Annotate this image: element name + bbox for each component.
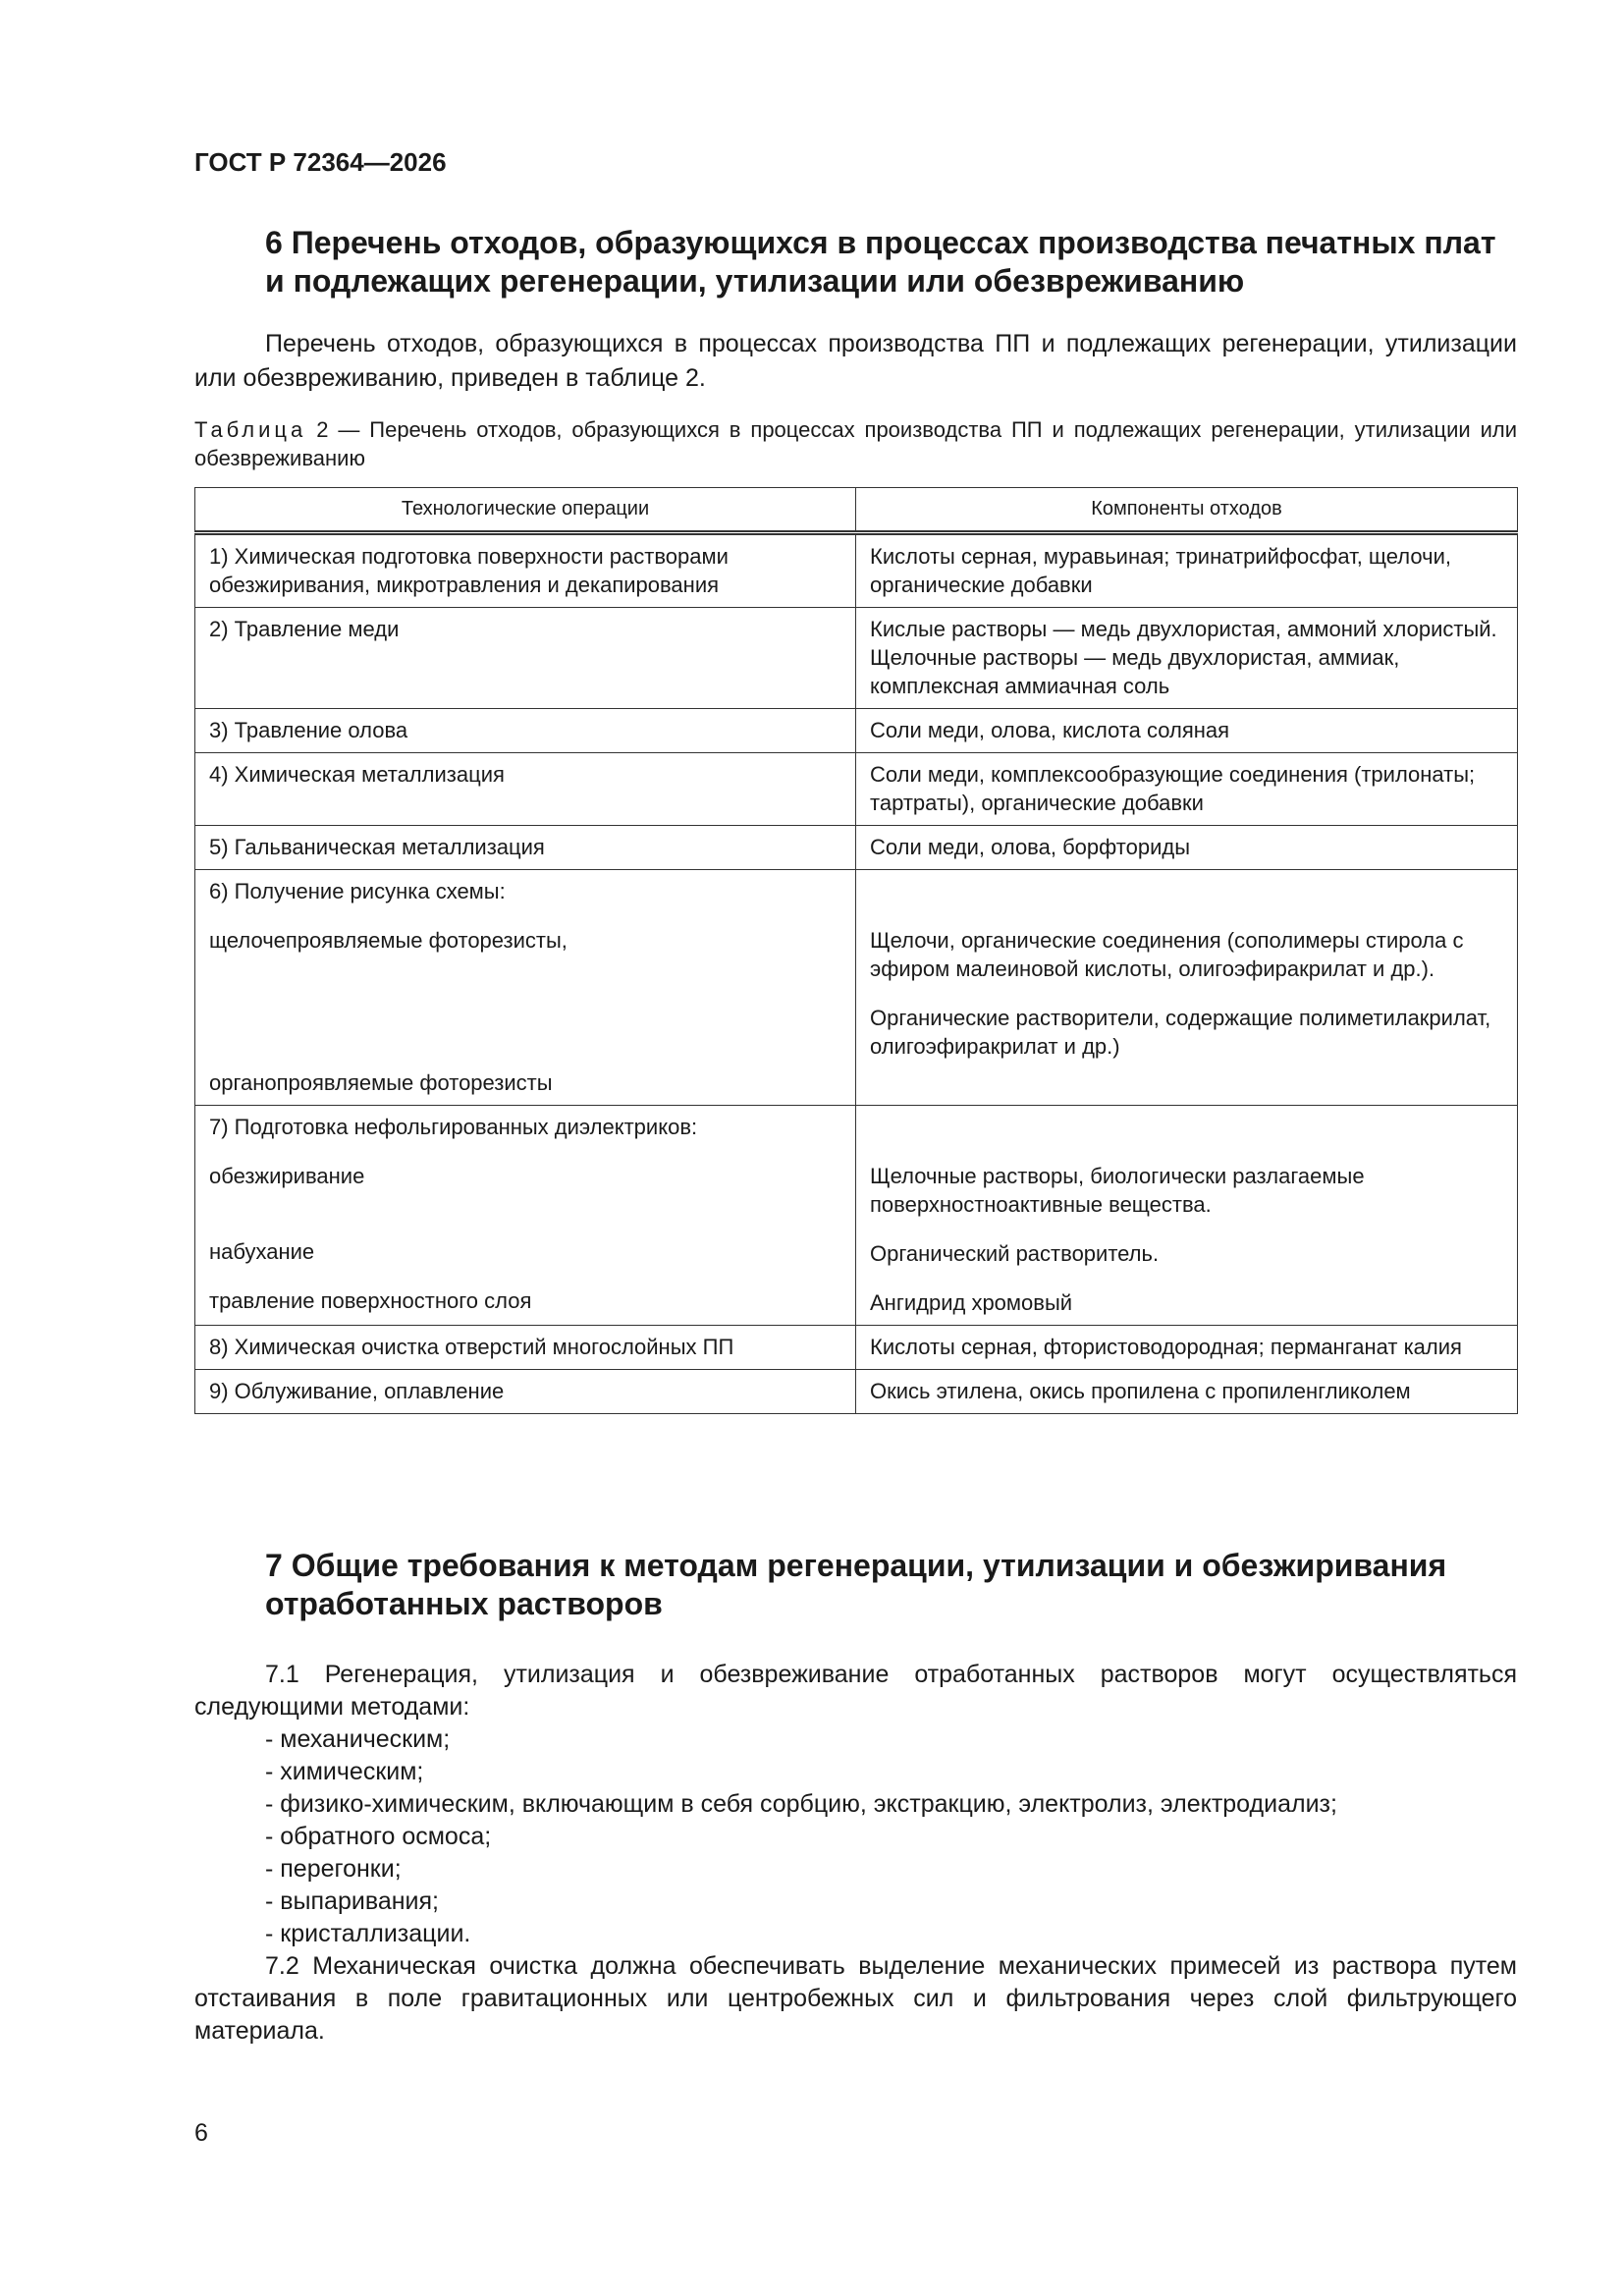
components-cell (856, 870, 1518, 1106)
section-6-intro: Перечень отходов, образующихся в процессах производства ПП и подлежащих регенерации, утилизации или обезвреживанию, приведен в таблице 2. (194, 330, 1517, 392)
section-7-body (194, 1659, 1517, 2048)
page-number: 6 (194, 2119, 208, 2147)
section-7-title: 7 Общие требования к методам регенерации, утилизации и обезжиривания отработанных растворов (265, 1548, 1447, 1621)
list-item: - физико-химическим, включающим в себя сорбцию, экстракцию, электролиз, электродиализ; (265, 1790, 1337, 1818)
table-row (195, 1106, 1518, 1326)
list-item: - механическим; (265, 1725, 451, 1753)
sub-operation: обезжиривание (209, 1164, 365, 1188)
operation-cell (195, 1106, 856, 1326)
header-components: Компоненты отходов (856, 488, 1518, 533)
operation-group-title: 7) Подготовка нефольгированных диэлектриков: (209, 1115, 698, 1139)
components-cell: Соли меди, комплексообразующие соединения (трилонаты; тартраты), органические добавки (856, 753, 1518, 826)
list-item: - обратного осмоса; (265, 1823, 492, 1850)
sub-components: Органический растворитель. (870, 1241, 1160, 1266)
table-row (195, 608, 1518, 709)
paragraph-7-2: 7.2 Механическая очистка должна обеспечивать выделение механических примесей из раствора путем отстаивания в поле гравитационных или центробежных сил и фильтрования через слой фильтрующего материала. (194, 1952, 1517, 2045)
sub-components: Ангидрид хромовый (870, 1290, 1073, 1315)
operation-cell: 9) Облуживание, оплавление (195, 1370, 856, 1414)
table-caption (194, 415, 1517, 472)
components-cell: Кислые растворы — медь двухлористая, аммоний хлористый. Щелочные растворы — медь двухлористая, аммиак, комплексная аммиачная соль (856, 608, 1518, 709)
list-item: - кристаллизации. (265, 1920, 471, 1947)
operation-cell (195, 870, 856, 1106)
components-cell: Кислоты серная, фтористоводородная; перманганат калия (856, 1326, 1518, 1370)
table-row (195, 1326, 1518, 1370)
table-row (195, 709, 1518, 753)
list-item: - выпаривания; (265, 1887, 439, 1915)
table-row (195, 826, 1518, 870)
operation-cell: 2) Травление меди (195, 608, 856, 709)
operation-cell: 1) Химическая подготовка поверхности растворами обезжиривания, микротравления и декапирования (195, 533, 856, 608)
methods-list (194, 1723, 1517, 1950)
sub-operation: щелочепроявляемые фоторезисты, (209, 928, 568, 953)
operation-cell: 5) Гальваническая металлизация (195, 826, 856, 870)
components-cell: Кислоты серная, муравьиная; тринатрийфосфат, щелочи, органические добавки (856, 533, 1518, 608)
table-header-row (195, 488, 1518, 533)
list-item: - перегонки; (265, 1855, 402, 1883)
header-operations: Технологические операции (195, 488, 856, 533)
table-caption-label: Таблица (194, 417, 307, 442)
table-row (195, 1370, 1518, 1414)
sub-components: Щелочи, органические соединения (сополимеры стирола с эфиром малеиновой кислоты, олигоэфиракрилат и др.). (870, 928, 1464, 981)
components-cell: Соли меди, олова, кислота соляная (856, 709, 1518, 753)
waste-table (194, 487, 1518, 1414)
components-cell: Окись этилена, окись пропилена с пропиленгликолем (856, 1370, 1518, 1414)
sub-components: Органические растворители, содержащие полиметилакрилат, олигоэфиракрилат и др.) (870, 1006, 1491, 1059)
table-row (195, 533, 1518, 608)
section-6-title: 6 Перечень отходов, образующихся в процессах производства печатных плат и подлежащих регенерации, утилизации или обезвреживанию (265, 225, 1496, 299)
components-cell (856, 1106, 1518, 1326)
sub-operation: набухание (209, 1239, 315, 1264)
operation-cell: 8) Химическая очистка отверстий многослойных ПП (195, 1326, 856, 1370)
sub-components: Щелочные растворы, биологически разлагаемые поверхностноактивные вещества. (870, 1164, 1365, 1217)
sub-operation: травление поверхностного слоя (209, 1288, 532, 1313)
sub-operation: органопроявляемые фоторезисты (209, 1070, 553, 1095)
components-cell: Соли меди, олова, борфториды (856, 826, 1518, 870)
paragraph-7-1: 7.1 Регенерация, утилизация и обезвреживание отработанных растворов могут осуществляться следующими методами: (194, 1661, 1517, 1721)
operation-cell: 4) Химическая металлизация (195, 753, 856, 826)
operation-cell: 3) Травление олова (195, 709, 856, 753)
operation-group-title: 6) Получение рисунка схемы: (209, 879, 506, 903)
table-row (195, 753, 1518, 826)
list-item: - химическим; (265, 1758, 424, 1785)
table-caption-text: 2 — Перечень отходов, образующихся в процессах производства ПП и подлежащих регенерации, утилизации или обезвреживанию (194, 417, 1517, 470)
table-row (195, 870, 1518, 1106)
document-code: ГОСТ Р 72364—2026 (194, 147, 447, 177)
